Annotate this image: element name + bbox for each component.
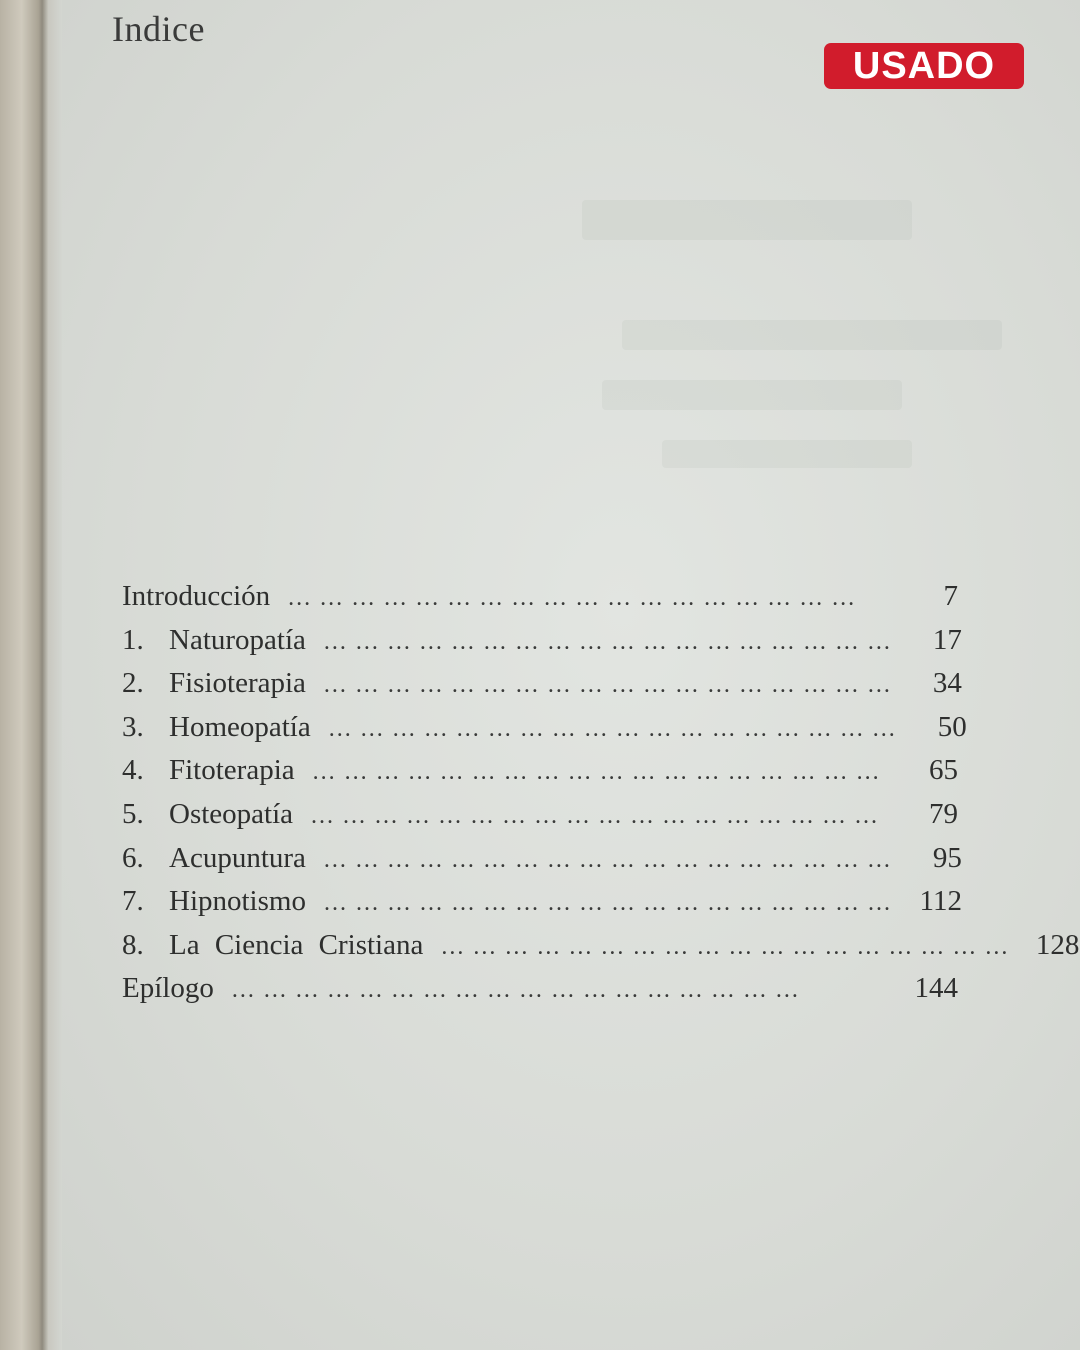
- toc-entry-ciencia-cristiana: [122, 928, 1080, 973]
- toc-number: 2.: [122, 667, 144, 700]
- toc-leader-dots: ... ... ... ... ... ... ... ... ... ... ... ... ... ... ... ... ... ...: [323, 672, 892, 699]
- toc-page-number: 144: [914, 972, 958, 1005]
- toc-leader-dots: ... ... ... ... ... ... ... ... ... ... ... ... ... ... ... ... ... ...: [323, 890, 892, 917]
- used-badge: USADO: [824, 43, 1024, 89]
- show-through-text: [582, 200, 912, 240]
- toc-entry-fitoterapia: [122, 754, 958, 798]
- toc-title: Epílogo: [122, 972, 214, 1005]
- toc-title: Naturopatía: [169, 623, 306, 656]
- toc-leader-dots: ... ... ... ... ... ... ... ... ... ... ... ... ... ... ... ... ... ...: [323, 846, 892, 873]
- toc-page-number: 7: [943, 580, 958, 612]
- toc-number: 8.: [122, 928, 144, 961]
- toc-leader-dots: ... ... ... ... ... ... ... ... ... ... ... ... ... ... ... ... ... ...: [231, 977, 800, 1004]
- book-spine: [0, 0, 62, 1350]
- toc-entry-naturopatia: [122, 623, 962, 668]
- toc-entry-hipnotismo: [122, 885, 962, 929]
- toc-leader-dots: ... ... ... ... ... ... ... ... ... ... ... ... ... ... ... ... ... ...: [328, 715, 897, 742]
- toc-page-number: 50: [937, 710, 967, 743]
- toc-number: 1.: [122, 623, 144, 656]
- toc-entry-introduccion: [122, 580, 958, 624]
- toc-title: Acupuntura: [169, 841, 306, 874]
- page-title: Indice: [112, 9, 205, 49]
- toc-title: Fisioterapia: [169, 667, 306, 700]
- toc-number: 3.: [122, 710, 144, 743]
- toc-leader-dots: ... ... ... ... ... ... ... ... ... ... ... ... ... ... ... ... ... ...: [323, 628, 892, 655]
- toc-page-number: 79: [929, 797, 958, 830]
- toc-page-number: 17: [932, 623, 962, 656]
- toc-entry-osteopatia: [122, 798, 958, 842]
- toc-page-number: 95: [932, 841, 962, 874]
- toc-page-number: 34: [932, 667, 962, 700]
- toc-leader-dots: ... ... ... ... ... ... ... ... ... ... ... ... ... ... ... ... ... ...: [288, 585, 857, 611]
- toc-page-number: 112: [919, 885, 962, 918]
- toc-entry-epilogo: [122, 972, 958, 1016]
- toc-title: Homeopatía: [169, 710, 311, 743]
- toc-leader-dots: ... ... ... ... ... ... ... ... ... ... ... ... ... ... ... ... ... ...: [311, 802, 880, 829]
- toc-title: La Ciencia Cristiana: [169, 928, 424, 961]
- toc-leader-dots: ... ... ... ... ... ... ... ... ... ... ... ... ... ... ... ... ... ...: [312, 759, 881, 786]
- toc-number: 6.: [122, 841, 144, 874]
- show-through-text: [602, 380, 902, 410]
- toc-number: 4.: [122, 754, 144, 787]
- show-through-text: [622, 320, 1002, 350]
- toc-page-number: 128: [1035, 928, 1080, 961]
- toc-page-number: 65: [929, 754, 958, 787]
- toc-entry-fisioterapia: [122, 667, 962, 711]
- toc-number: 5.: [122, 797, 144, 830]
- toc-title: Hipnotismo: [169, 885, 306, 918]
- toc-title: Introducción: [122, 580, 271, 612]
- toc-entry-homeopatia: [122, 710, 967, 755]
- show-through-text: [662, 440, 912, 468]
- toc-entry-acupuntura: [122, 841, 962, 886]
- toc-number: 7.: [122, 885, 144, 918]
- toc-title: Fitoterapia: [169, 754, 295, 787]
- toc-title: Osteopatía: [169, 797, 294, 830]
- toc-leader-dots: ... ... ... ... ... ... ... ... ... ... ... ... ... ... ... ... ... ...: [441, 933, 1010, 960]
- table-of-contents: [122, 580, 1080, 1016]
